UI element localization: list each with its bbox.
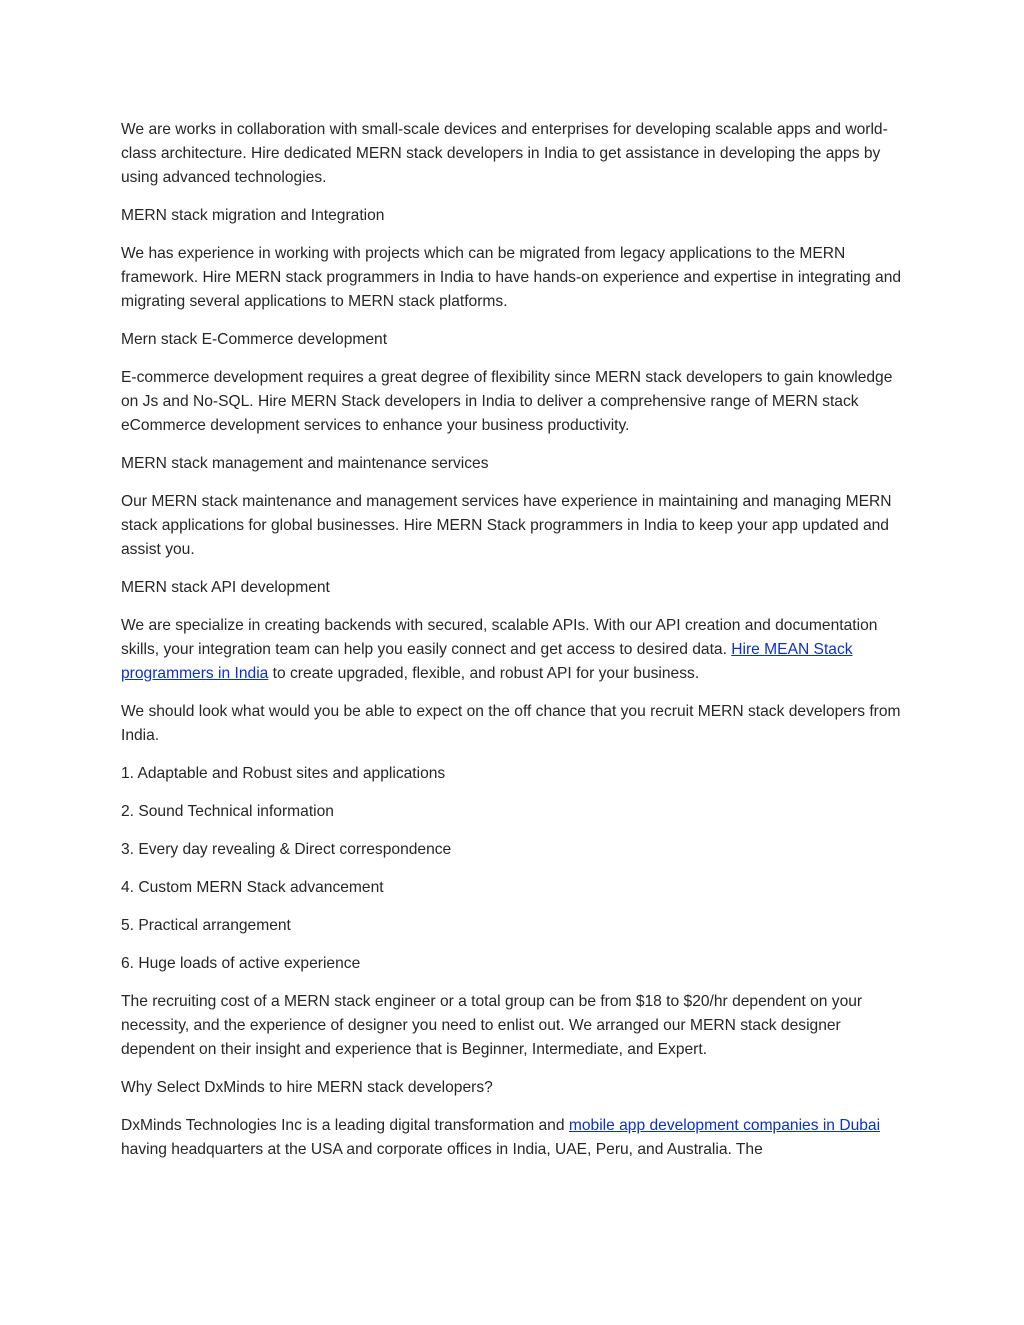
maintenance-paragraph: Our MERN stack maintenance and management services have experience in maintaining and managing MERN stack applications for global businesses. Hire MERN Stack programmers in India to keep your app updated and assist you. — [121, 493, 892, 558]
expect-paragraph: We should look what would you be able to expect on the off chance that you recruit MERN stack developers from India. — [121, 703, 901, 744]
dxminds-text-after: having headquarters at the USA and corporate offices in India, UAE, Peru, and Australia. The — [121, 1141, 763, 1158]
heading-why: Why Select DxMinds to hire MERN stack developers? — [121, 1079, 493, 1096]
dxminds-paragraph — [121, 1114, 906, 1162]
cost-paragraph: The recruiting cost of a MERN stack engineer or a total group can be from $18 to $20/hr dependent on your necessity, and the experience of designer you need to enlist out. We arranged our MERN stack designer dependent on their insight and experience that is Beginner, Intermediate, and Expert. — [121, 993, 863, 1058]
migration-paragraph: We has experience in working with projects which can be migrated from legacy applications to the MERN framework. Hire MERN stack programmers in India to have hands-on experience and expertise in integrating and migrating several applications to MERN stack platforms. — [121, 245, 902, 310]
list-item: 1. Adaptable and Robust sites and applications — [121, 765, 446, 782]
list-item: 2. Sound Technical information — [121, 803, 334, 820]
list-item: 6. Huge loads of active experience — [121, 955, 361, 972]
api-paragraph — [121, 614, 906, 686]
list-item: 3. Every day revealing & Direct correspondence — [121, 841, 452, 858]
api-text-before: We are specialize in creating backends with secured, scalable APIs. With our API creation and documentation skills, your integration team can help you easily connect and get access to desired data. — [121, 617, 878, 658]
api-text-after: to create upgraded, flexible, and robust API for your business. — [268, 665, 700, 682]
heading-api: MERN stack API development — [121, 579, 330, 596]
mobile-app-dubai-link[interactable]: mobile app development companies in Dubai — [568, 1117, 881, 1134]
list-item: 4. Custom MERN Stack advancement — [121, 879, 384, 896]
heading-ecommerce: Mern stack E-Commerce development — [121, 331, 388, 348]
document-page — [121, 118, 906, 1176]
intro-paragraph: We are works in collaboration with small-scale devices and enterprises for developing scalable apps and world-class architecture. Hire dedicated MERN stack developers in India to get assistance in developing the apps by using advanced technologies. — [121, 121, 888, 186]
heading-migration: MERN stack migration and Integration — [121, 207, 385, 224]
list-item: 5. Practical arrangement — [121, 917, 291, 934]
heading-maintenance: MERN stack management and maintenance services — [121, 455, 489, 472]
dxminds-text-before: DxMinds Technologies Inc is a leading digital transformation and — [121, 1117, 569, 1134]
hire-mean-stack-link[interactable]: Hire MEAN Stack programmers in India — [121, 641, 853, 682]
ecommerce-paragraph: E-commerce development requires a great degree of flexibility since MERN stack developers to gain knowledge on Js and No-SQL. Hire MERN Stack developers in India to deliver a comprehensive range of MERN stack eCommerce development services to enhance your business productivity. — [121, 369, 893, 434]
